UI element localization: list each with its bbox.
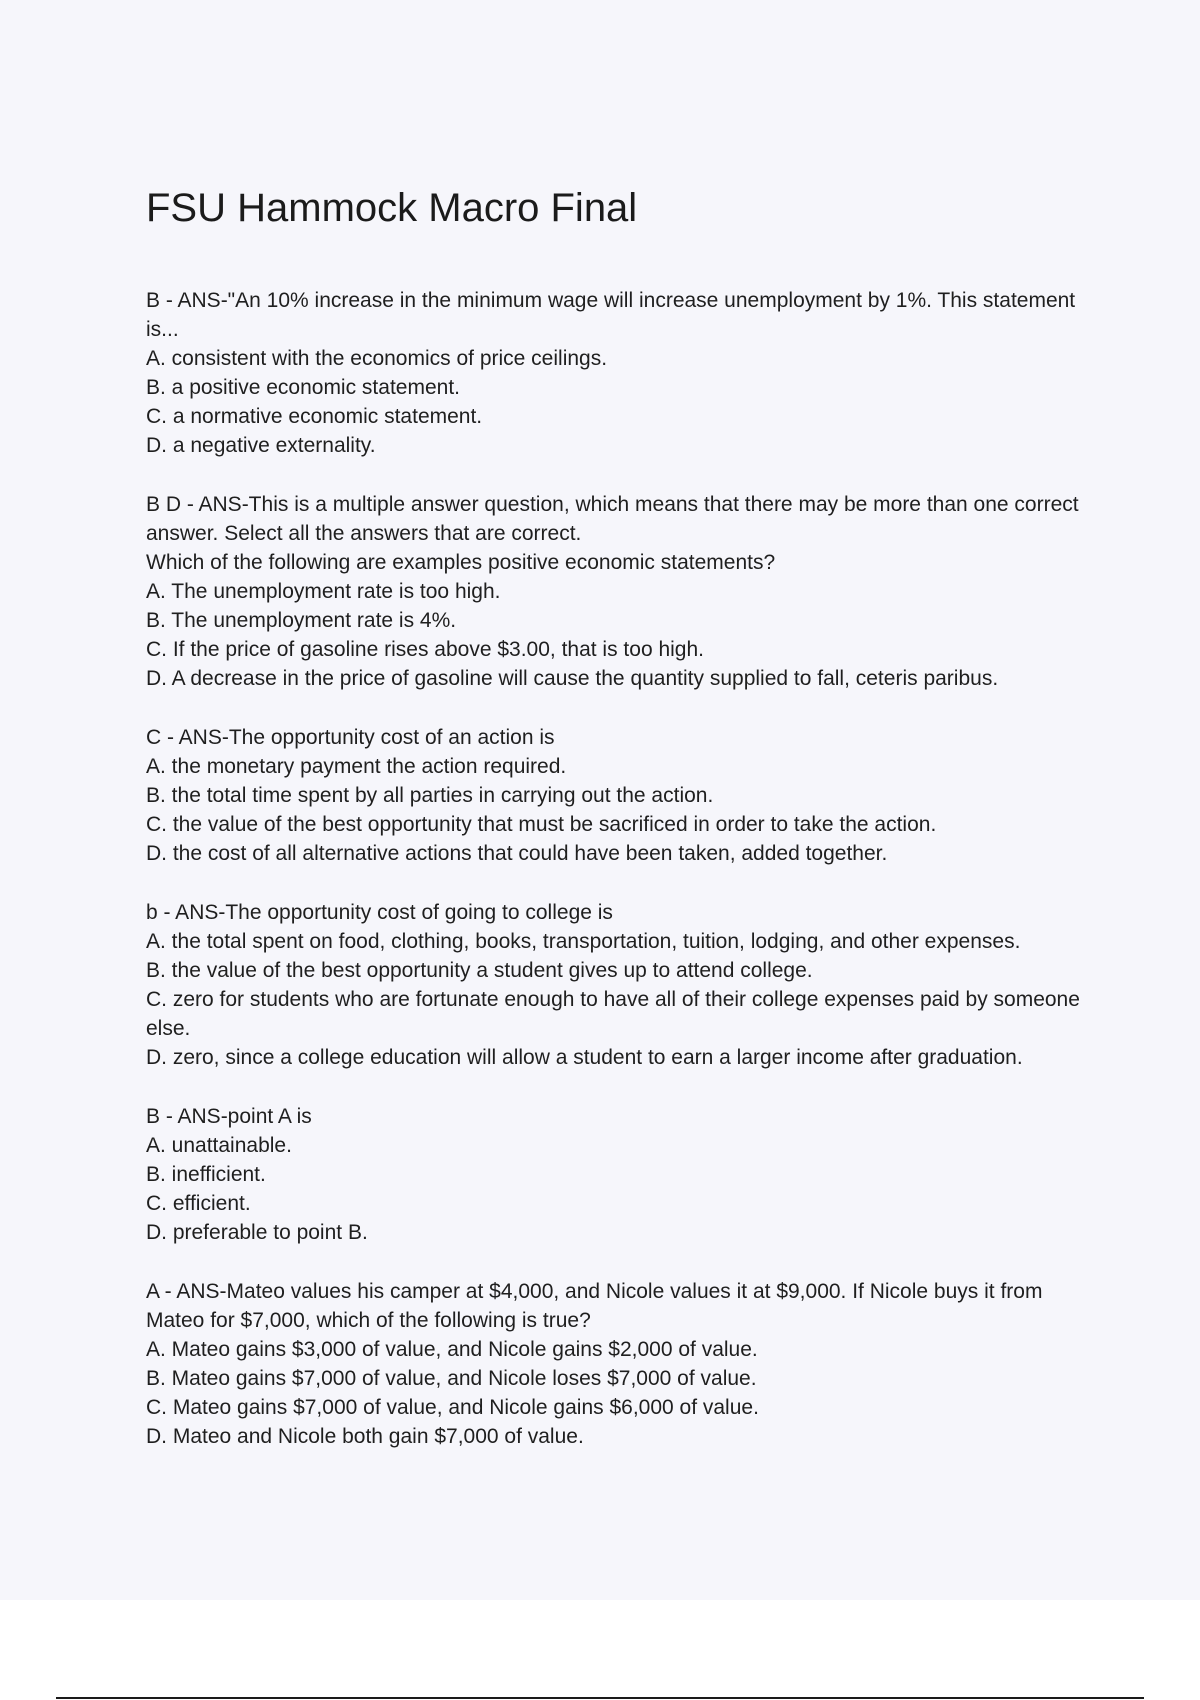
answer-option: C. the value of the best opportunity that must be sacrificed in order to take the action. [146,813,937,836]
question-block [146,1277,1086,1451]
answer-option: D. zero, since a college education will allow a student to earn a larger income after graduation. [146,1046,1023,1069]
question-prompt: B D - ANS-This is a multiple answer question, which means that there may be more than one correct answer. Select all the answers that are correct. [146,493,1085,545]
question-prompt: C - ANS-The opportunity cost of an action is [146,726,555,749]
question-block [146,490,1086,693]
answer-option: A. The unemployment rate is too high. [146,580,501,603]
answer-option: C. Mateo gains $7,000 of value, and Nicole gains $6,000 of value. [146,1396,759,1419]
answer-option: B. Mateo gains $7,000 of value, and Nicole loses $7,000 of value. [146,1367,757,1390]
answer-option: D. the cost of all alternative actions that could have been taken, added together. [146,842,888,865]
answer-option: B. The unemployment rate is 4%. [146,609,457,632]
answer-option: Which of the following are examples positive economic statements? [146,551,776,574]
question-block [146,898,1086,1072]
answer-option: D. a negative externality. [146,434,376,457]
answer-option: B. the value of the best opportunity a student gives up to attend college. [146,959,813,982]
answer-option: A. the monetary payment the action required. [146,755,567,778]
answer-option: D. A decrease in the price of gasoline will cause the quantity supplied to fall, ceteris paribus. [146,667,999,690]
answer-option: B. inefficient. [146,1163,266,1186]
question-prompt: b - ANS-The opportunity cost of going to college is [146,901,613,924]
question-list [146,286,1086,1451]
document-title: FSU Hammock Macro Final [146,186,638,230]
question-block [146,286,1086,460]
answer-option: D. preferable to point B. [146,1221,368,1244]
answer-option: C. efficient. [146,1192,251,1215]
answer-option: C. If the price of gasoline rises above $3.00, that is too high. [146,638,704,661]
footer-divider [56,1697,1144,1699]
question-prompt: B - ANS-"An 10% increase in the minimum wage will increase unemployment by 1%. This statement is... [146,289,1081,341]
answer-option: C. a normative economic statement. [146,405,483,428]
answer-option: B. a positive economic statement. [146,376,460,399]
answer-option: D. Mateo and Nicole both gain $7,000 of value. [146,1425,584,1448]
answer-option: A. Mateo gains $3,000 of value, and Nicole gains $2,000 of value. [146,1338,758,1361]
document-content [146,180,1086,1481]
answer-option: A. unattainable. [146,1134,292,1157]
answer-option: A. consistent with the economics of price ceilings. [146,347,608,370]
question-prompt: B - ANS-point A is [146,1105,312,1128]
question-prompt: A - ANS-Mateo values his camper at $4,000, and Nicole values it at $9,000. If Nicole buys it from Mateo for $7,000, which of the following is true? [146,1280,1049,1332]
question-block [146,1102,1086,1247]
question-block [146,723,1086,868]
answer-option: A. the total spent on food, clothing, books, transportation, tuition, lodging, and other expenses. [146,930,1021,953]
answer-option: C. zero for students who are fortunate enough to have all of their college expenses paid by someone else. [146,988,1086,1040]
answer-option: B. the total time spent by all parties in carrying out the action. [146,784,714,807]
